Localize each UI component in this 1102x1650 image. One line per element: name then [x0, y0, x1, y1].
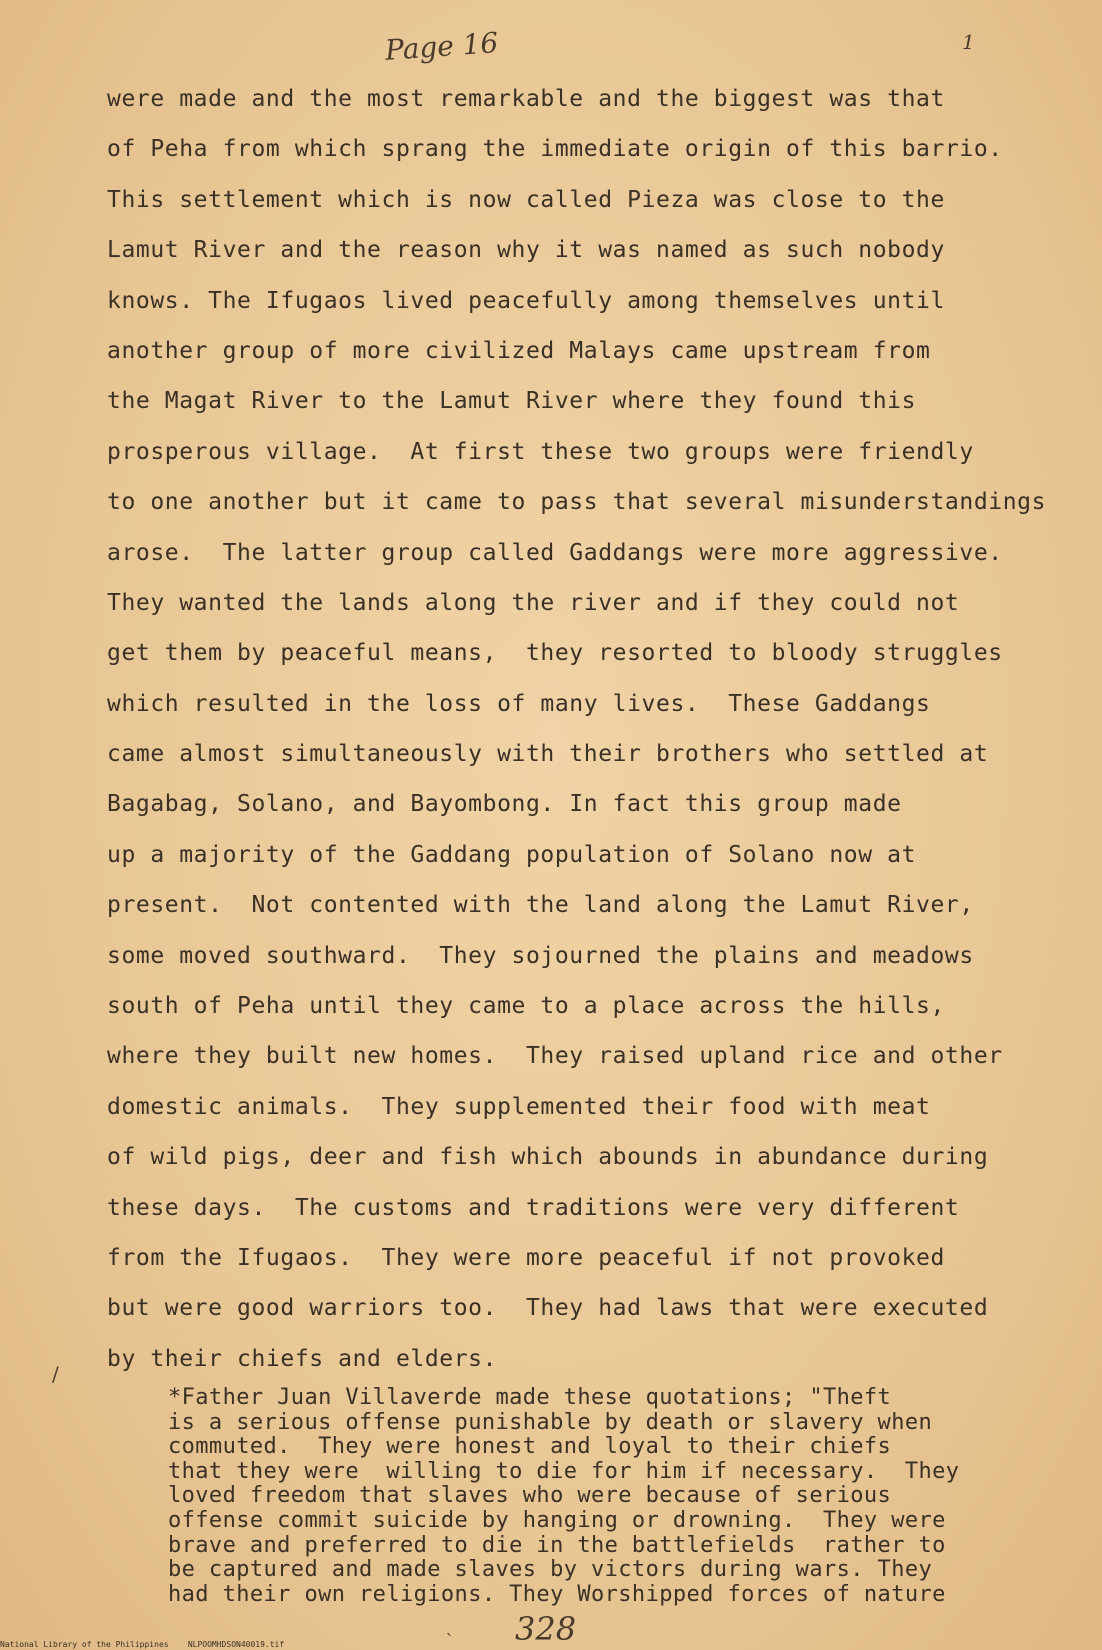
body-line: the Magat River to the Lamut River where they found this — [107, 388, 917, 415]
handwritten-page-number: Page 16 — [383, 26, 500, 67]
body-line: these days. The customs and traditions were very different — [107, 1194, 960, 1221]
corner-mark: 1 — [962, 30, 975, 54]
margin-tick: / — [52, 1362, 59, 1386]
archive-footer: National Library of the Philippines NLPOOMHDSON40019.tif — [0, 1640, 285, 1649]
quote-line: is a serious offense punishable by death or slavery when — [168, 1409, 933, 1435]
quote-line: that they were willing to die for him if necessary. They — [168, 1458, 960, 1484]
body-line: of wild pigs, deer and fish which abounds in abundance during — [107, 1144, 989, 1171]
quotation-block — [168, 1386, 1088, 1607]
body-line: knows. The Ifugaos lived peacefully among themselves until — [107, 287, 945, 314]
body-line: Lamut River and the reason why it was named as such nobody — [107, 237, 945, 264]
body-line: south of Peha until they came to a place across the hills, — [107, 993, 945, 1020]
body-line: of Peha from which sprang the immediate origin of this barrio. — [107, 136, 1003, 163]
quote-line: brave and preferred to die in the battlefields rather to — [168, 1532, 946, 1558]
body-line: They wanted the lands along the river and if they could not — [107, 589, 960, 616]
body-line: get them by peaceful means, they resorted to bloody struggles — [107, 640, 1003, 667]
bottom-tick: ˎ — [446, 1616, 452, 1637]
stamp-number: 328 — [515, 1610, 577, 1648]
body-line: This settlement which is now called Pieza was close to the — [107, 186, 945, 213]
body-line: present. Not contented with the land along the Lamut River, — [107, 892, 974, 919]
body-line: up a majority of the Gaddang population of Solano now at — [107, 841, 917, 868]
body-line: domestic animals. They supplemented their food with meat — [107, 1093, 931, 1120]
quote-line: loved freedom that slaves who were because of serious — [168, 1483, 892, 1509]
body-line: Bagabag, Solano, and Bayombong. In fact this group made — [107, 791, 902, 818]
body-line: some moved southward. They sojourned the plains and meadows — [107, 942, 974, 969]
body-text — [107, 74, 1097, 1384]
body-line: but were good warriors too. They had laws that were executed — [107, 1295, 989, 1322]
body-line: from the Ifugaos. They were more peaceful if not provoked — [107, 1244, 945, 1271]
body-line: where they built new homes. They raised upland rice and other — [107, 1043, 1003, 1070]
quote-line: commuted. They were honest and loyal to their chiefs — [168, 1434, 892, 1460]
body-line: which resulted in the loss of many lives. These Gaddangs — [107, 690, 931, 717]
body-line: to one another but it came to pass that several misunderstandings — [107, 489, 1047, 516]
body-line: prosperous village. At first these two groups were friendly — [107, 438, 974, 465]
body-line: arose. The latter group called Gaddangs were more aggressive. — [107, 539, 1003, 566]
quote-line: *Father Juan Villaverde made these quotations; "Theft — [168, 1385, 892, 1410]
body-line: by their chiefs and elders. — [107, 1345, 498, 1372]
body-line: were made and the most remarkable and the biggest was that — [107, 86, 945, 112]
body-line: another group of more civilized Malays came upstream from — [107, 337, 931, 364]
quote-line: had their own religions. They Worshipped forces of nature — [168, 1581, 946, 1607]
quote-line: be captured and made slaves by victors during wars. They — [168, 1557, 933, 1583]
quote-line: offense commit suicide by hanging or drowning. They were — [168, 1507, 946, 1533]
body-line: came almost simultaneously with their brothers who settled at — [107, 741, 989, 768]
